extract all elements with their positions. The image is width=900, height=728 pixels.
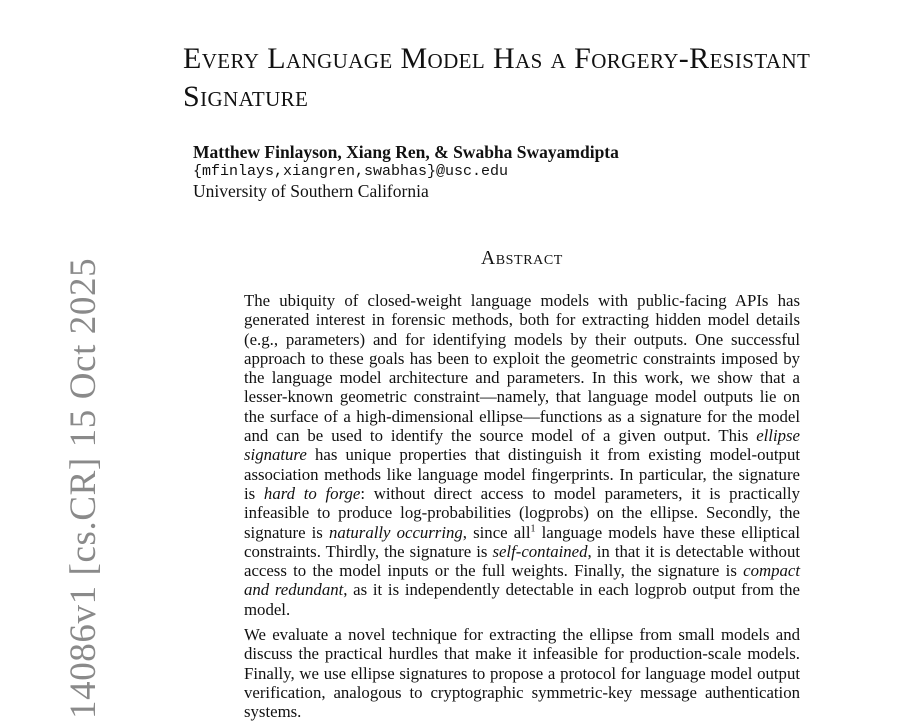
- abstract-text: , in that it is detectable without access to the model inputs or the full weights. Finally, the signature is: [244, 541, 800, 581]
- abstract-text: , since all: [462, 522, 531, 542]
- abstract-paragraph-2: We evaluate a novel technique for extracting the ellipse from small models and discuss the practical hurdles that make it infeasible for production-scale models. Finally, we use ellipse signatures to propose a protocol for language model output verification, analogous to cryptographic symmetric-key message authentication systems.: [244, 625, 800, 722]
- term-compact-and-redundant: compact and redundant: [244, 561, 800, 600]
- abstract-paragraph-1: [244, 291, 800, 619]
- term-self-contained: self-contained: [492, 541, 588, 561]
- paper-title: Every Language Model Has a Forgery-Resistant Signature: [183, 42, 811, 113]
- term-naturally-occurring: naturally occurring: [328, 522, 463, 542]
- footnote-marker[interactable]: 1: [530, 522, 536, 534]
- abstract-text: , as it is independently detectable in each logprob output from the model.: [244, 580, 800, 619]
- term-hard-to-forge: hard to forge: [263, 483, 361, 503]
- author-affiliation: University of Southern California: [193, 181, 429, 201]
- author-list: Matthew Finlayson, Xiang Ren, & Swabha Swayamdipta: [193, 142, 619, 162]
- abstract-text: : without direct access to model parameters, it is practically infeasible to produce log-probabilities (logprobs) on the ellipse. Secondly, the signature is: [244, 483, 800, 542]
- abstract-body: [244, 291, 800, 728]
- author-email: {mfinlays,xiangren,swabhas}@usc.edu: [193, 163, 509, 180]
- term-ellipse-signature: ellipse signature: [244, 426, 800, 465]
- abstract-text: The ubiquity of closed-weight language models with public-facing APIs has generated interest in forensic methods, both for extracting hidden model details (e.g., parameters) and for identifying models by their outputs. One successful approach to these goals has been to exploit the geometric constraints imposed by the language model architecture and parameters. In this work, we show that a lesser-known geometric constraint—namely, that language model outputs lie on the surface of a high-dimensional ellipse—functions as a signature for the model and can be used to identify the source model of a given output. This: [244, 291, 800, 446]
- abstract-text: has unique properties that distinguish it from existing model-output association methods like language model fingerprints. In particular, the signature is: [244, 445, 800, 503]
- abstract-heading: Abstract: [481, 248, 563, 269]
- abstract-text: language models have these elliptical constraints. Thirdly, the signature is: [244, 522, 800, 561]
- arxiv-identifier-stamp: 14086v1 [cs.CR] 15 Oct 2025: [63, 257, 104, 719]
